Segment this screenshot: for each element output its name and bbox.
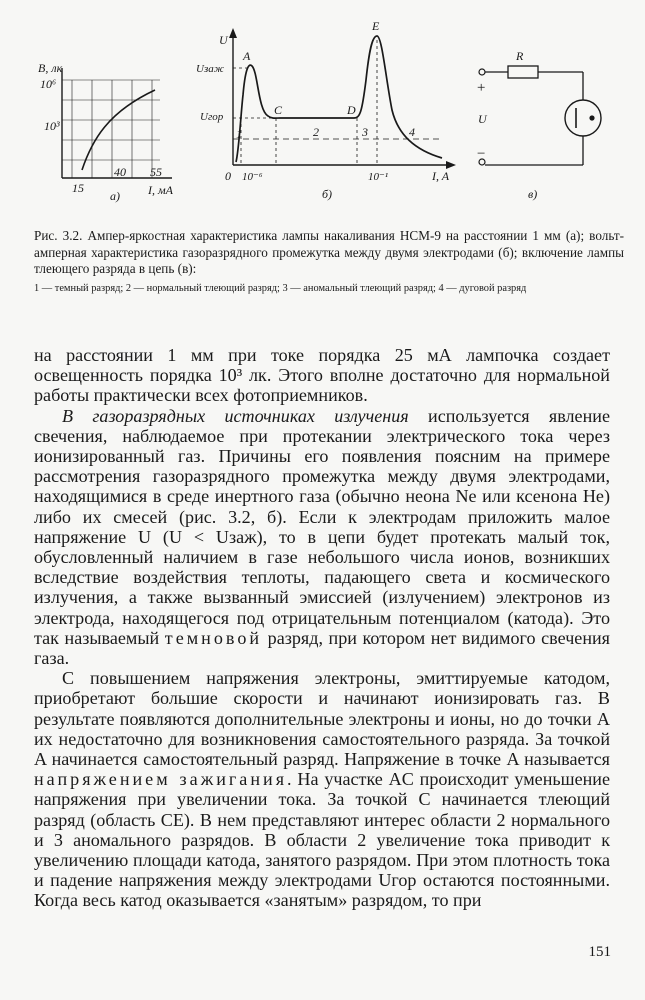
body-text [34,345,610,911]
panel-b [229,28,456,169]
caption-legend: 1 — темный разряд; 2 — нормальный тлеющий разряд; 3 — аномальный тлеющий разряд; 4 — дуговой разряд [34,282,527,294]
figure-3-2 [0,0,645,220]
region-3: 3 [362,125,368,139]
paragraph-2-text-b: разряд, при котором нет видимого свечения газа. [34,627,611,669]
panel-a-xtick-1: 15 [72,181,84,195]
figure-drawing [0,0,645,220]
panel-b-xtick-2: 10⁻¹ [368,171,389,183]
panel-a-ytick-2: 10³ [44,119,60,133]
point-a: A [243,49,251,63]
voltage-label: U [478,112,487,126]
paragraph-2-lead: В газоразрядных источниках излучения [62,405,409,426]
figure-caption [34,228,624,295]
point-d: D [347,103,356,117]
panel-a-ytick-1: 10⁶ [40,77,57,91]
panel-a [62,68,172,178]
region-1: 1 [236,127,242,141]
panel-a-caption: а) [110,189,120,203]
paragraph-3-text-b: . На участке AC происходит уменьшение напряжения при увеличении тока. За точкой C начинается тлеющий разряд (область CE). В нем представляют интерес области 2 нормального и 3 аномального разрядов. В области 2 увеличение тока приводит к увеличению площади катода, занятого разрядом. При этом плотность тока и падение напряжения между электродами Uгор остаются постоянными. Когда весь катод оказывается «занятым» разрядом, то при [34,769,610,911]
panel-c [479,66,601,165]
panel-b-origin: 0 [225,169,231,183]
paragraph-2 [34,406,610,669]
panel-b-ylabel: U [219,33,228,47]
page-number: 151 [588,944,611,960]
panel-b-curve [236,36,442,162]
panel-a-ylabel: B, лк [38,61,63,75]
panel-a-xtick-2: 40 [114,165,126,179]
panel-a-xtick-3: 55 [150,165,162,179]
resistor-label: R [516,49,524,63]
paragraph-3-term: напряжением зажигания [34,769,288,790]
region-2: 2 [313,125,319,139]
paragraph-2-term: темновой [164,627,263,648]
point-e: E [372,19,380,33]
panel-b-xlabel: I, A [432,169,450,183]
minus-sign: − [476,146,487,162]
plus-sign: + [476,80,487,96]
panel-b-caption: б) [322,187,333,201]
paragraph-3-text-a: С повышением напряжения электроны, эмиттируемые катодом, приобретают большие скорости и начинают ионизировать газ. В результате появляются дополнительные электроны и ионы, но до точки A их недостаточно для возникновения самостоятельного разряда. За точкой A начинается самостоятельный разряд. Напряжение в точке A называется [34,668,610,770]
panel-a-curve [82,90,155,170]
panel-a-labels [38,61,174,203]
caption-main: Рис. 3.2. Ампер-яркостная характеристика лампы накаливания НСМ-9 на расстоянии 1 мм (а); вольт-амперная характеристика газоразрядного промежутка между двумя электродами (б); включение лампы тлеющего разряда в цепь (в): [34,228,624,276]
panel-b-xtick-1: 10⁻⁶ [242,171,263,183]
panel-b-labels [196,19,450,201]
paragraph-1: на расстоянии 1 мм при токе порядка 25 мА лампочка создает освещенность порядка 10³ лк. Этого вполне достаточно для нормальной работы практически всех фотоприемников. [34,345,610,406]
panel-b-u-zazh: Uзаж [196,63,224,75]
glow-lamp-symbol [565,100,601,136]
point-c: C [274,103,283,117]
resistor-symbol [508,66,538,78]
panel-c-caption: в) [528,187,538,201]
paragraph-3 [34,668,610,910]
region-4: 4 [409,125,415,139]
paragraph-2-text-a: используется явление свечения, наблюдаемое при протекании электрического тока через ионизированный газ. Причины его появления поясним на примере рассмотрения газоразрядного промежутка между двумя электродами, находящимися в среде инертного газа (обычно неона Ne или ксенона He) либо их смесей (рис. 3.2, б). Если к электродам приложить малое напряжение U (U < Uзаж), то в цепи будет протекать малый ток, обусловленный наличием в газе небольшого числа ионов, возникших вследствие воздействия теплоты, падающего света и космического излучения, а также вызванный эмиссией (излучением) электронов из электрода, находящегося под отрицательным потенциалом (катода). Это так называемый [34,405,610,648]
panel-a-xlabel: I, мA [148,183,173,197]
terminal-top [479,69,485,75]
panel-b-u-gor: Uгор [200,111,224,123]
